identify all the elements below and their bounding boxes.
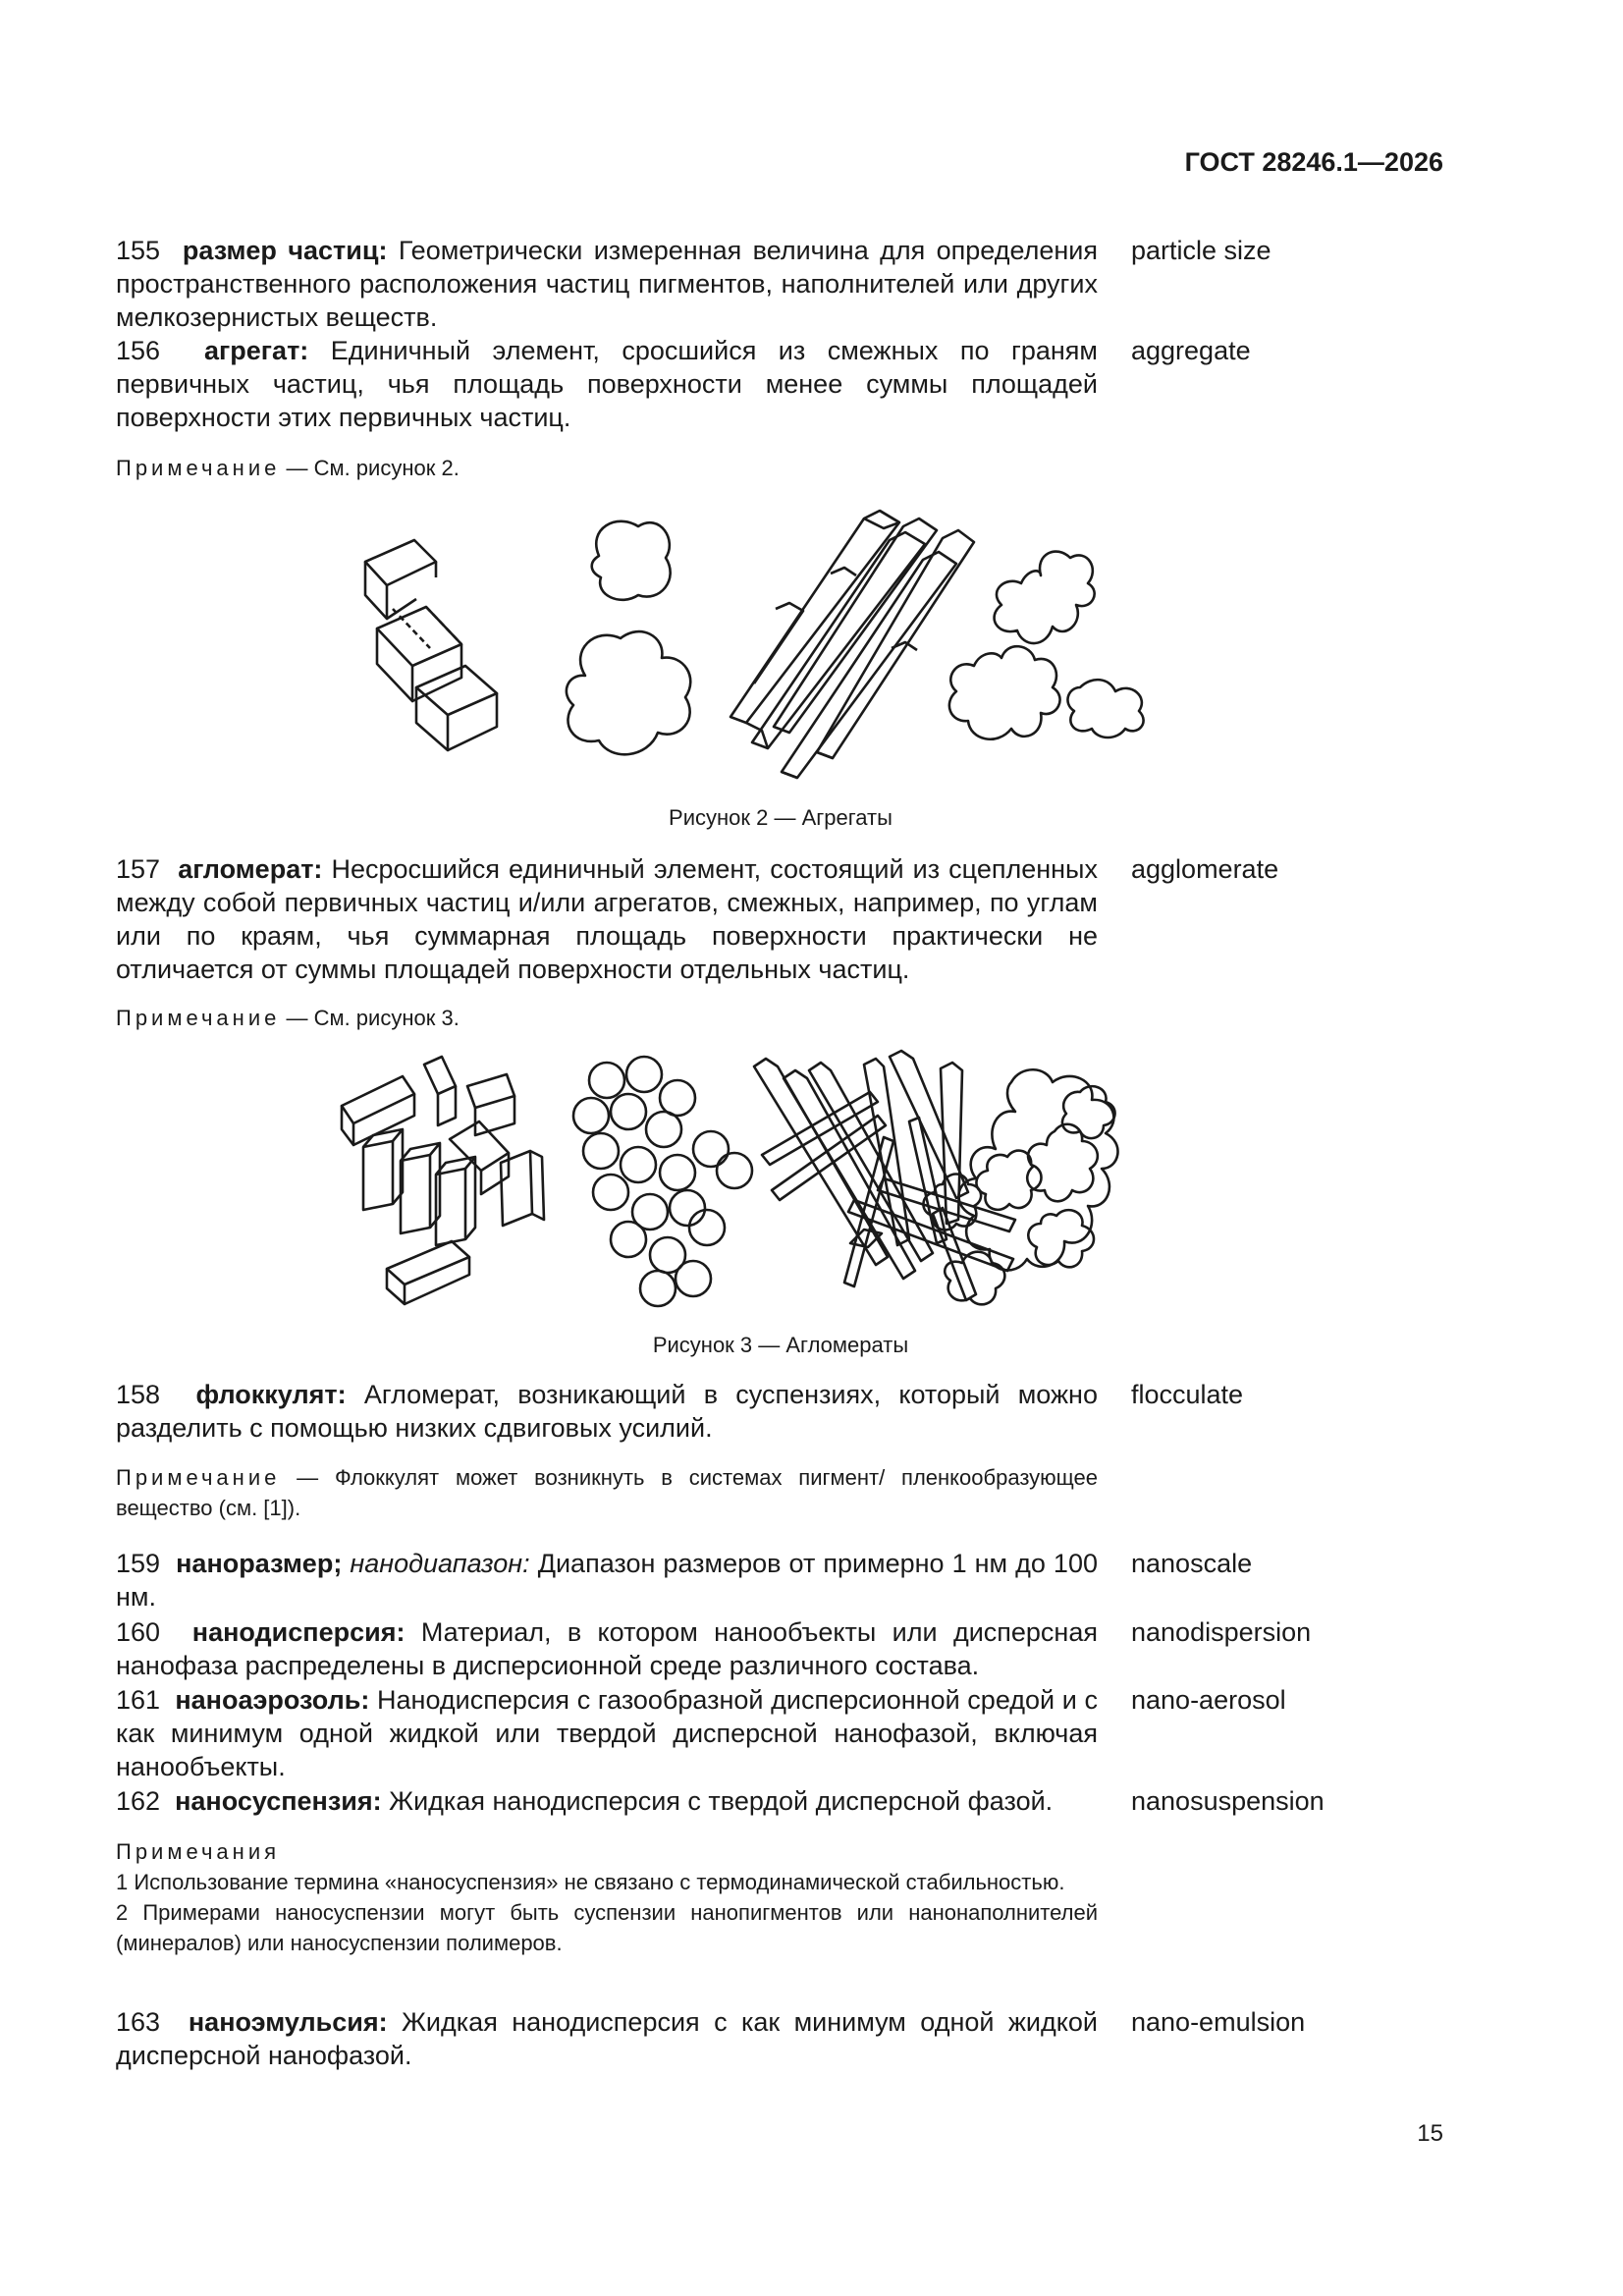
cubic-aggregate-drawing	[365, 540, 497, 750]
irregular-agglomerate-drawing	[923, 1069, 1117, 1304]
term: флоккулят:	[195, 1380, 347, 1409]
english-term-159: nanoscale	[1131, 1549, 1253, 1578]
rod-aggregate-drawing	[730, 511, 974, 778]
sphere-shape	[589, 1063, 624, 1098]
figure-2-aggregates	[353, 501, 1217, 795]
sphere-shape	[611, 1222, 646, 1257]
alt-term: нанодиапазон:	[350, 1549, 530, 1578]
figure-3-caption: Рисунок 3 — Агломераты	[652, 1333, 909, 1357]
note-156: Примечание — См. рисунок 2.	[116, 456, 460, 480]
english-term-157: agglomerate	[1131, 854, 1279, 884]
entry-163: 163 наноэмульсия: Жидкая нанодисперсия с как минимум одной жидкой дисперсной нанофазой.	[116, 2007, 1098, 2070]
term: агломерат:	[178, 854, 323, 884]
sphere-shape	[670, 1190, 705, 1226]
sphere-shape	[593, 1175, 628, 1210]
term: наноразмер;	[176, 1549, 343, 1578]
term: размер частиц:	[182, 236, 388, 265]
term: наносуспензия:	[175, 1786, 382, 1816]
entry-158: 158 флоккулят: Агломерат, возникающий в суспензиях, который можно разделить с помощью низких сдвиговых усилий.	[116, 1380, 1098, 1443]
entry-156: 156 агрегат: Единичный элемент, сросшийся из смежных по граням первичных частиц, чья площадь поверхности менее суммы площадей поверхности этих первичных частиц.	[116, 336, 1098, 432]
cubic-agglomerate-drawing	[342, 1057, 544, 1304]
sphere-shape	[573, 1098, 609, 1133]
note-158: Примечание — Флоккулят может возникнуть в системах пигмент/ пленкообразующее вещество (см. [1]).	[116, 1465, 1098, 1520]
note-162	[116, 1836, 1098, 1958]
entry-155: 155 размер частиц: Геометрически измеренная величина для определения пространственного расположения частиц пигментов, наполнителей или других мелкозернистых веществ.	[116, 236, 1098, 332]
english-term-163: nano-emulsion	[1131, 2007, 1306, 2037]
entry-159: 159 наноразмер; нанодиапазон: Диапазон размеров от примерно 1 нм до 100 нм.	[116, 1549, 1098, 1612]
spherical-aggregate-drawing	[567, 521, 690, 754]
sphere-shape	[626, 1057, 662, 1092]
note-item: 2 Примерами наносуспензии могут быть суспензии нанопигментов или нанонаполнителей (минералов) или наносуспензии полимеров.	[116, 1900, 1098, 1955]
figure-3-agglomerates	[334, 1047, 1237, 1328]
english-term-160: nanodispersion	[1131, 1617, 1312, 1647]
sphere-shape	[660, 1155, 695, 1190]
sphere-shape	[646, 1112, 681, 1147]
entry-162: 162 наносуспензия: Жидкая нанодисперсия с твердой дисперсной фазой.	[116, 1786, 1054, 1816]
sphere-shape	[621, 1147, 656, 1182]
english-term-158: flocculate	[1131, 1380, 1244, 1409]
sphere-shape	[717, 1153, 752, 1188]
term: агрегат:	[204, 336, 309, 365]
entry-157: 157 агломерат: Несросшийся единичный элемент, состоящий из сцепленных между собой первичных частиц и/или агрегатов, смежных, например, по углам или по краям, чья суммарная площадь поверхности практически не отличается от суммы площадей поверхности отдельных частиц.	[116, 854, 1098, 984]
spherical-agglomerate-drawing	[573, 1057, 752, 1306]
entry-160: 160 нанодисперсия: Материал, в котором нанообъекты или дисперсная нанофаза распределены в дисперсионной среде различного состава.	[116, 1617, 1098, 1680]
rod-agglomerate-drawing	[754, 1051, 1015, 1300]
sphere-shape	[676, 1261, 711, 1296]
irregular-aggregate-drawing	[949, 552, 1144, 739]
document-code: ГОСТ 28246.1—2026	[1184, 147, 1443, 177]
sphere-shape	[640, 1271, 676, 1306]
figure-2-caption: Рисунок 2 — Агрегаты	[669, 805, 893, 830]
sphere-shape	[693, 1131, 729, 1167]
entry-161: 161 наноаэрозоль: Нанодисперсия с газообразной дисперсионной средой и с как минимум одной жидкой или твердой дисперсной нанофазой, включая нанообъекты.	[116, 1685, 1098, 1781]
note-item: 1 Использование термина «наносуспензия» не связано с термодинамической стабильностью.	[116, 1870, 1065, 1894]
english-term-155: particle size	[1131, 236, 1271, 265]
term: нанодисперсия:	[191, 1617, 406, 1647]
sphere-shape	[611, 1094, 646, 1129]
term: наноаэрозоль:	[175, 1685, 370, 1715]
term: наноэмульсия:	[188, 2007, 388, 2037]
note-label: Примечания	[116, 1839, 281, 1864]
english-term-161: nano-aerosol	[1131, 1685, 1286, 1715]
sphere-shape	[583, 1133, 619, 1169]
english-term-162: nanosuspension	[1131, 1786, 1325, 1816]
english-term-156: aggregate	[1131, 336, 1251, 365]
sphere-shape	[689, 1210, 725, 1245]
page-number: 15	[1417, 2120, 1443, 2147]
note-157: Примечание — См. рисунок 3.	[116, 1006, 460, 1030]
sphere-shape	[660, 1080, 695, 1116]
